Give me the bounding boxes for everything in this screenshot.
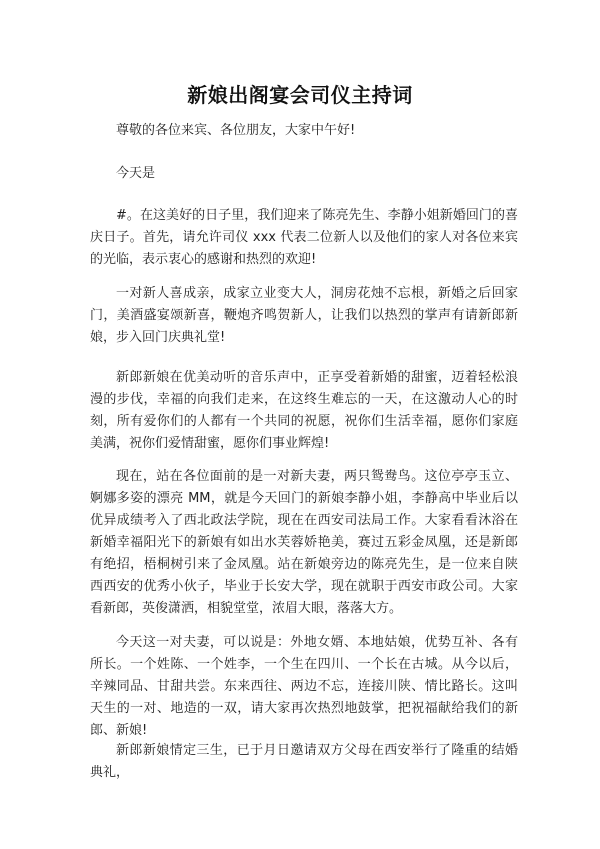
paragraph-welcome-couple: 一对新人喜成亲，成家立业变大人，洞房花烛不忘根，新婚之后回家门，美酒盛宴颂新喜，鞭炮齐鸣贺新人，让我们以热烈的掌声有请新郎新娘，步入回门庆典礼堂!: [90, 286, 518, 345]
paragraph-wedding-ceremony: 新郎新娘情定三生，已于月日邀请双方父母在西安举行了隆重的结婚典礼，: [90, 743, 518, 780]
paragraph-couple-praise: 今天这一对夫妻，可以说是：外地女婿、本地姑娘，优势互补、各有所长。一个姓陈、一个姓李，一个生在四川、一个长在古城。从今以后，辛辣同品、甘甜共尝。东来西往、两边不忘，连接川陕、情比路长。这叫天生的一对、地造的一双，请大家再次热烈地鼓掌，把祝福献给我们的新郎、新娘!: [90, 635, 518, 738]
paragraph-opening: #。在这美好的日子里，我们迎来了陈亮先生、李静小姐新婚回门的喜庆日子。首先，请允许司仪 xxx 代表二位新人以及他们的家人对各位来宾的光临，表示衷心的感谢和热烈的欢迎!: [90, 208, 518, 267]
paragraph-today: 今天是: [116, 166, 156, 181]
document-title: 新娘出阁宴会司仪主持词: [187, 83, 413, 107]
paragraph-introduction: 现在，站在各位面前的是一对新夫妻，两只鸳鸯鸟。这位亭亭玉立、婀娜多姿的漂亮 MM，就是今天回门的新娘李静小姐，李静高中毕业后以优异成绩考入了西北政法学院，现在在西安司法局工作。大家看看沐浴在新婚幸福阳光下的新娘有如出水芙蓉娇艳美，赛过五彩金凤凰，还是新郎有绝招，梧桐树引来了金凤凰。站在新娘旁边的陈亮先生，是一位来自陕西西安的优秀小伙子，毕业于长安大学，现在就职于西安市政公司。大家看新郎，英俊潇洒，相貌堂堂，浓眉大眼，落落大方。: [90, 469, 518, 616]
paragraph-greeting: 尊敬的各位来宾、各位朋友，大家中午好!: [116, 123, 356, 138]
paragraph-blessing: 新郎新娘在优美动听的音乐声中，正享受着新婚的甜蜜，迈着轻松浪漫的步伐，幸福的向我们走来，在这终生难忘的一天，在这激动人心的时刻，所有爱你们的人都有一个共同的祝愿，祝你们生活幸福，愿你们家庭美满，祝你们爱情甜蜜，愿你们事业辉煌!: [90, 370, 518, 451]
